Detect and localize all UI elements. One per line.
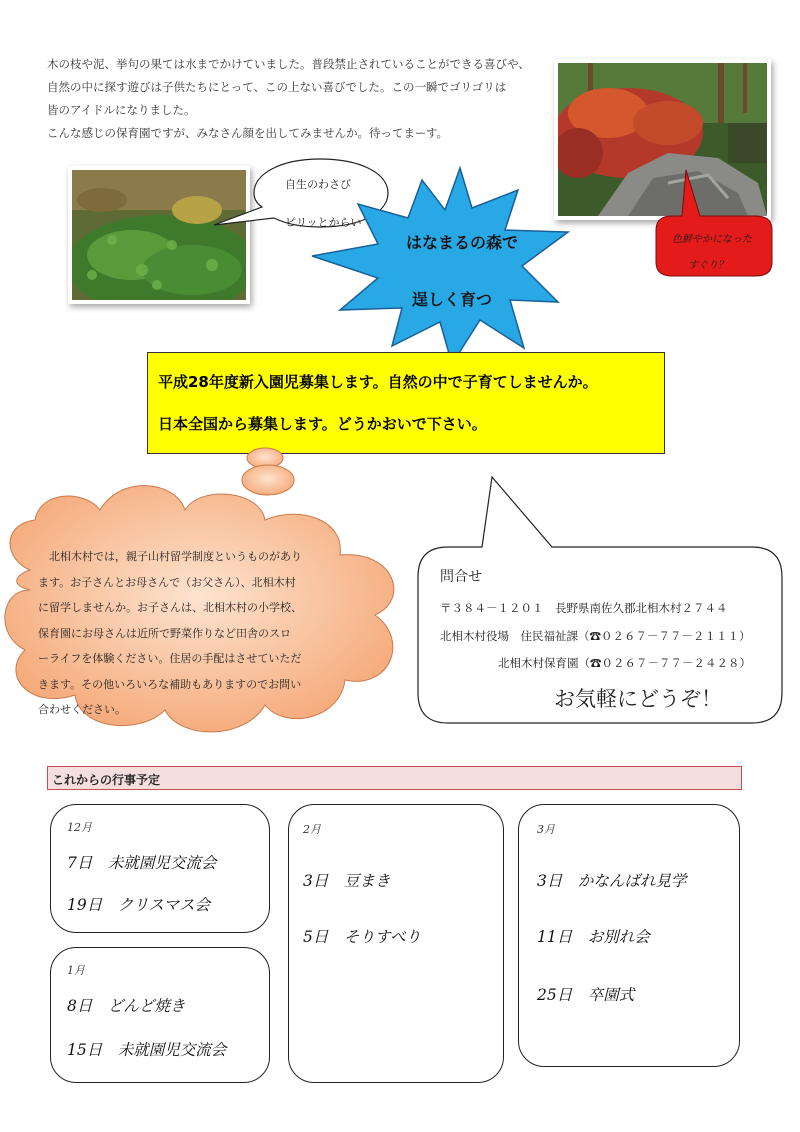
event-item: 25日 卒園式 xyxy=(537,986,635,1004)
intro-line: こんな感じの保育園ですが、みなさん顔を出してみませんか。待ってまーす。 xyxy=(47,126,449,140)
cloud-line: 北相木村では，親子山村留学制度というものがあり xyxy=(38,550,302,563)
cloud-line: 合わせください。 xyxy=(38,703,126,716)
recruitment-banner xyxy=(147,352,665,454)
cloud-line: きます。その他いろいろな補助もありますのでお問い xyxy=(38,677,302,691)
schedule-heading: これからの行事予定 xyxy=(52,773,161,787)
star-burst-line2: 逞しく育つ xyxy=(412,290,493,309)
event-item: 19日 クリスマス会 xyxy=(67,896,211,914)
banner-line2: 日本全国から募集します。どうかおいで下さい。 xyxy=(158,415,487,433)
month-label: 3月 xyxy=(537,823,555,836)
month-label: 12月 xyxy=(67,821,92,834)
march-events-box xyxy=(518,804,740,1067)
schedule-heading-bar xyxy=(47,766,742,790)
month-label: 1月 xyxy=(67,964,85,977)
event-item: 15日 未就園児交流会 xyxy=(67,1041,227,1059)
month-label: 2月 xyxy=(303,823,321,836)
star-burst-shape xyxy=(300,160,600,370)
event-item: 3日 かなんばれ見学 xyxy=(537,872,687,890)
contact-nursery: 北相木村保育園（☎０２６７－７７－２４２８） xyxy=(498,656,751,670)
contact-village-office: 北相木村役場 住民福祉課（☎０２６７－７７－２１１１） xyxy=(440,629,751,643)
intro-line: 自然の中に探す遊びは子供たちにとって、この上ない喜びでした。この一瞬でゴリゴリは xyxy=(47,80,507,94)
event-item: 8日 どんど焼き xyxy=(67,997,186,1015)
event-item: 3日 豆まき xyxy=(303,872,391,890)
intro-line: 木の枝や泥、挙句の果ては水までかけていました。普段禁止されていることができる喜びや、 xyxy=(47,57,530,71)
intro-paragraph xyxy=(47,53,547,145)
contact-title: 問合せ xyxy=(440,569,482,585)
event-item: 7日 未就園児交流会 xyxy=(67,854,217,872)
red-bubble-line2: すぐり？ xyxy=(688,260,728,271)
wasabi-bubble-line1: 自生のわさび xyxy=(285,178,351,191)
star-burst-line1: はなまるの森で xyxy=(406,233,519,252)
cloud-line: ます。お子さんとお母さんで（お父さん）、北相木村 xyxy=(38,575,296,589)
cloud-line: に留学しませんか。お子さんは、北相木村の小学校、 xyxy=(38,601,302,614)
banner-line1: 平成28年度新入園児募集します。自然の中で子育てしませんか。 xyxy=(158,373,598,391)
contact-address: 〒３８４－１２０１ 長野県南佐久郡北相木村２７４４ xyxy=(440,601,728,615)
cloud-line: ーライフを体験ください。住居の手配はさせていただ xyxy=(38,652,302,665)
contact-closing: お気軽にどうぞ！ xyxy=(554,687,722,711)
december-events-box xyxy=(50,804,270,933)
wasabi-bubble-line2: ピリッとからい xyxy=(285,216,362,229)
intro-line: 皆のアイドルになりました。 xyxy=(47,103,196,117)
february-events-box xyxy=(288,804,504,1083)
event-item: 5日 そりすべり xyxy=(303,928,422,946)
cloud-line: 保育園にお母さんは近所で野菜作りなど田舎のスロ xyxy=(38,626,291,640)
red-bubble-line1: 色鮮やかになった xyxy=(672,234,752,245)
january-events-box xyxy=(50,947,270,1083)
cloud-paragraph xyxy=(38,544,338,723)
event-item: 11日 お別れ会 xyxy=(537,928,650,946)
